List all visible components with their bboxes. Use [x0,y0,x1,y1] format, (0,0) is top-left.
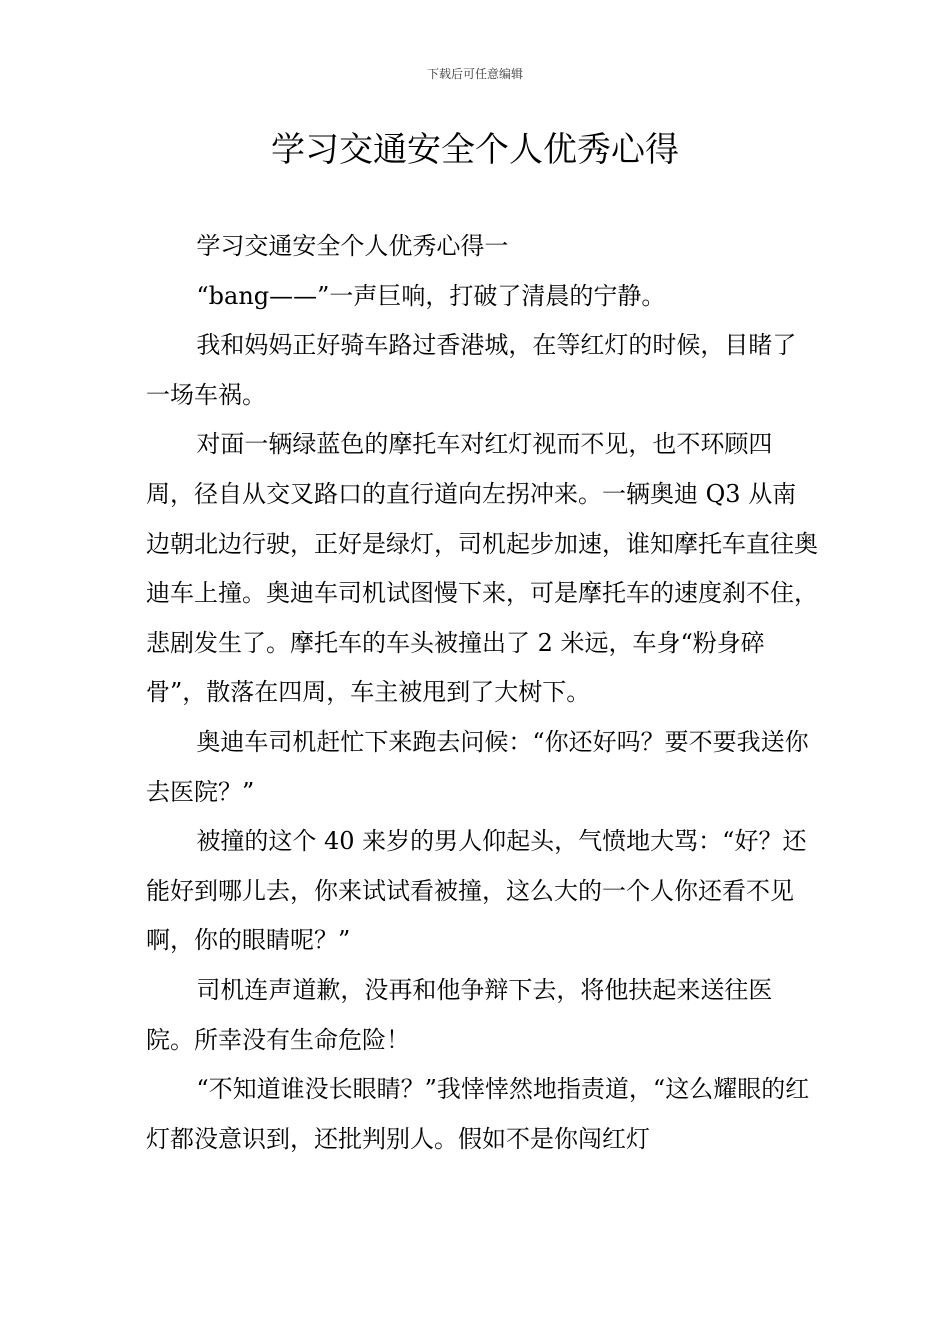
paragraph-subtitle: 学习交通安全个人优秀心得一 [196,232,509,260]
paragraph: 被撞的这个 40 来岁的男人仰起头，气愤地大骂：“好？还能好到哪儿去，你来试试看被撞，这么大的一个人你还看不见啊，你的眼睛呢？” [146,827,807,955]
document-body [146,222,818,1164]
paragraph: “bang——”一声巨响，打破了清晨的宁静。 [196,281,666,310]
paragraph: 奥迪车司机赶忙下来跑去问候：“你还好吗？要不要我送你去医院？” [146,727,809,806]
paragraph: “不知道谁没长眼睛？”我悻悻然地指责道，“这么耀眼的红灯都没意识到，还批判别人。假如不是你闯红灯 [146,1075,810,1153]
paragraph: 对面一辆绿蓝色的摩托车对红灯视而不见，也不环顾四周，径自从交叉路口的直行道向左拐冲来。一辆奥迪 Q3 从南边朝北边行驶，正好是绿灯，司机起步加速，谁知摩托车直往奥迪车上撞。奥迪车司机试图慢下来，可是摩托车的速度刹不住，悲剧发生了。摩托车的车头被撞出了 2 米远，车身“粉身碎骨”，散落在四周，车主被甩到了大树下。 [146,430,818,707]
document-title: 学习交通安全个人优秀心得 [271,130,679,170]
paragraph: 司机连声道歉，没再和他争辩下去，将他扶起来送往医院。所幸没有生命危险！ [146,975,773,1054]
paragraph: 我和妈妈正好骑车路过香港城，在等红灯的时候，目睹了一场车祸。 [146,331,797,409]
header-note: 下载后可任意编辑 [426,67,523,81]
